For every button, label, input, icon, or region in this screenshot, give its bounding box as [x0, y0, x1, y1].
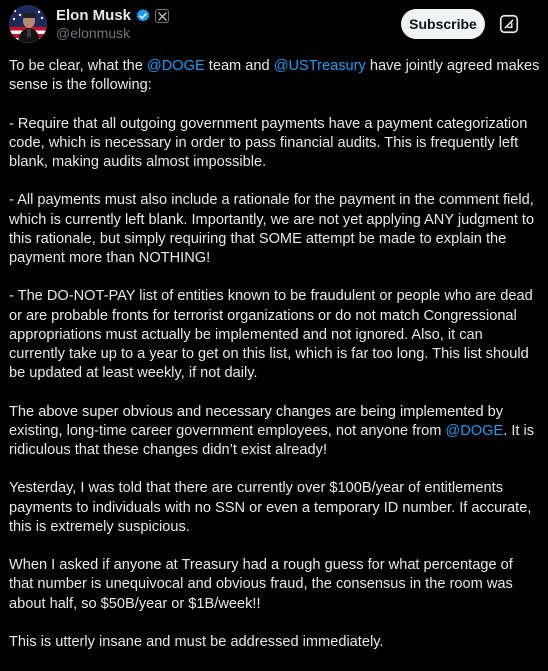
- name-row: [56, 8, 169, 24]
- paragraph-1: To be clear, what the @DOGE team and @USTreasury have jointly agreed makes sense is the following:: [9, 58, 540, 94]
- mention-ustreasury[interactable]: @USTreasury: [273, 58, 366, 74]
- paragraph-7: When I asked if anyone at Treasury had a rough guess for what percentage of that number is unequivocal and obvious fraud, the consensus in the room was about half, so $50B/year or $1B/week!!: [9, 557, 513, 612]
- avatar[interactable]: [9, 5, 47, 43]
- paragraph-8: This is utterly insane and must be addressed immediately.: [9, 633, 384, 650]
- mention-doge-2[interactable]: @DOGE: [445, 422, 504, 439]
- paragraph-3: - All payments must also include a rationale for the payment in the comment field, which is currently left blank. Importantly, we are not yet applying ANY judgment to this rationale, but simply requiring that SOME attempt be made to explain the payment more than NOTHING!: [9, 192, 535, 266]
- subscribe-button[interactable]: Subscribe: [401, 9, 485, 39]
- display-name[interactable]: Elon Musk: [56, 7, 132, 24]
- x-affiliate-icon: [155, 9, 169, 23]
- verified-badge-icon: [135, 8, 151, 24]
- grok-icon[interactable]: [494, 9, 524, 39]
- post-header: [0, 0, 548, 46]
- paragraph-4: - The DO-NOT-PAY list of entities known to be fraudulent or people who are dead or are probable fronts for terrorist organizations or do not match Congressional appropriations must actually be implemented and not ignored. Also, it can currently take up to a year to get on this list, which is far too long. This list should be updated at least weekly, if not daily.: [9, 288, 533, 382]
- handle[interactable]: @elonmusk: [56, 25, 131, 41]
- paragraph-6: Yesterday, I was told that there are currently over $100B/year of entitlements payments to individuals with no SSN or even a temporary ID number. If accurate, this is extremely suspicious.: [9, 480, 532, 535]
- mention-doge[interactable]: @DOGE: [146, 58, 205, 74]
- paragraph-5: The above super obvious and necessary changes are being implemented by existing, long-time career government employees, not anyone from @DOGE. It is ridiculous that these changes didn’t exist already!: [9, 403, 535, 458]
- post-body: [9, 57, 541, 671]
- paragraph-2: - Require that all outgoing government payments have a payment categorization code, which is necessary in order to pass financial audits. This is frequently left blank, making audits almost impossible.: [9, 115, 528, 170]
